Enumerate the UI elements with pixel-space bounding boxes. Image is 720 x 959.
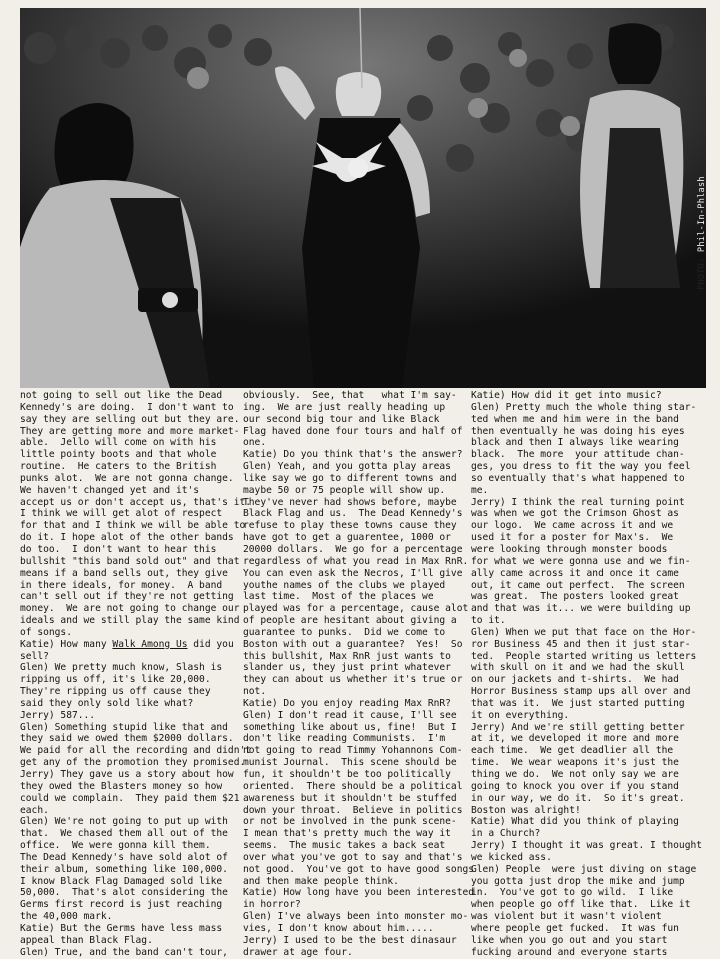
- text-line: ted. People started writing us letters: [471, 650, 697, 662]
- text-line: Katie) How long have you been interested: [243, 887, 475, 899]
- text-line: Boston was alright!: [471, 804, 581, 816]
- text-line: each time. We get deadlier all the: [471, 745, 674, 757]
- text-line: Jerry) They gave us a story about how: [20, 769, 234, 780]
- text-line: regardless of what you read in Max RnR.: [243, 555, 469, 567]
- text-line: drawer at age four.: [243, 946, 353, 958]
- text-line: Glen) People were just diving on stage: [471, 863, 697, 875]
- text-line: in there ideals, for money. A band: [20, 579, 223, 591]
- text-line: one.: [243, 437, 267, 449]
- text-line: office. We were gonna kill them.: [20, 840, 211, 852]
- text-line: vies, I don't know about him.....: [243, 922, 434, 934]
- text-line: Jerry) 587...: [20, 709, 96, 721]
- text-line: where people get fucked. It was fun: [471, 922, 679, 934]
- text-line: Katie) Do you enjoy reading Max RnR?: [243, 697, 451, 709]
- text-line: Katie) How many Walk Among Us did you: [20, 638, 234, 650]
- text-line: ted when me and him were in the band: [471, 413, 679, 425]
- text-line: Jerry) I used to be the best dinasaur: [243, 934, 457, 946]
- text-line: out, it came out perfect. The screen: [471, 579, 685, 591]
- text-line: that was it. We just started putting: [471, 697, 685, 709]
- text-line: me.: [471, 484, 489, 496]
- text-line: played was for a percentage, cause alot: [243, 603, 469, 615]
- text-line: awareness but it shouldn't be stuffed: [243, 792, 457, 804]
- text-line: ing. We are just really heading up: [243, 401, 446, 413]
- text-line: able. Jello will come on with his: [20, 437, 217, 449]
- text-line: on our jackets and t-shirts. We had: [471, 674, 679, 686]
- text-line: little pointy boots and that whole: [20, 449, 217, 461]
- text-line: Glen) We pretty much know, Slash is: [20, 662, 223, 674]
- text-line: Glen) I've always been into monster mo-: [243, 911, 469, 923]
- text-line: 20000 dollars. We go for a percentage: [243, 543, 463, 555]
- text-line: our second big tour and like Black: [243, 413, 440, 425]
- text-line: was violent but it wasn't violent: [471, 911, 662, 923]
- text-line: We paid for all the recording and didn't: [20, 745, 252, 757]
- text-line: not going to sell out like the Dead: [20, 390, 223, 401]
- text-line: at it, we developed it more and more: [471, 733, 679, 745]
- text-line: not.: [243, 686, 267, 698]
- text-line: not going to read Timmy Yohannons Com-: [243, 745, 463, 757]
- text-line: money. We are not going to change our: [20, 603, 240, 615]
- text-line: this bullshit, Max RnR just wants to: [243, 650, 451, 662]
- text-line: for what we were gonna use and we fin-: [471, 555, 691, 567]
- text-line: fun, it shouldn't be too politically: [243, 769, 451, 780]
- text-line: Glen) We're not going to put up with: [20, 816, 228, 828]
- text-line: down your throat. Believe in politics: [243, 804, 463, 816]
- album-title: Walk Among Us: [112, 638, 188, 650]
- text-line: it on everything.: [471, 709, 570, 721]
- text-line: in horror?: [243, 899, 301, 911]
- text-line: Katie) Do you think that's the answer?: [243, 449, 463, 461]
- text-line: like say we go to different towns and: [243, 472, 457, 484]
- text-line: We haven't changed yet and it's: [20, 484, 200, 496]
- text-line: appeal than Black Flag.: [20, 934, 153, 946]
- text-line: guarantee to punks. Did we come to: [243, 626, 446, 638]
- text-line: don't like reading Communists. I'm: [243, 733, 446, 745]
- text-line: Jerry) I thought it was great. I thought: [471, 840, 703, 852]
- text-line: of songs.: [20, 626, 72, 638]
- text-line: was great. The posters looked great: [471, 591, 679, 603]
- text-line: our logo. We came across it and we: [471, 520, 674, 532]
- text-line: means if a band sells out, they give: [20, 567, 228, 579]
- text-line: you gotta just drop the mike and jump: [471, 875, 685, 887]
- text-line: get any of the promotion they promised.: [20, 757, 246, 769]
- article-column-2: [243, 390, 475, 959]
- photo-credit-name: Phil-In-Phlash: [697, 176, 707, 253]
- text-line: each.: [20, 804, 49, 816]
- text-line: do it. I hope alot of the other bands: [20, 532, 234, 544]
- text-line: time. We wear weapons it's just the: [471, 757, 679, 769]
- text-line: Germs first record is just reaching: [20, 899, 223, 911]
- text-line: seems. The music takes a back seat: [243, 840, 446, 852]
- text-line: black and then I always like wearing: [471, 437, 679, 449]
- text-line: we kicked ass.: [471, 851, 552, 863]
- text-line: Flag haved done four tours and half of: [243, 425, 463, 437]
- text-line: they said we owed them $2000 dollars.: [20, 733, 234, 745]
- text-line: punks alot. We are not gonna change.: [20, 472, 234, 484]
- concert-photo-image: [20, 8, 706, 388]
- text-line: black. The more your attitude chan-: [471, 449, 685, 461]
- text-line: say they are selling out but they are.: [20, 413, 240, 425]
- text-line: used it for a poster for Max's. We: [471, 532, 674, 544]
- text-line: I mean that's pretty much the way it: [243, 828, 451, 840]
- text-line: something like about us, fine! But I: [243, 721, 457, 733]
- text-line: can't sell out if they're not getting: [20, 591, 234, 603]
- text-line: Glen) Something stupid like that and: [20, 721, 228, 733]
- text-line: Katie) But the Germs have less mass: [20, 922, 223, 934]
- text-line: They are getting more and more market-: [20, 425, 240, 437]
- text-line: then eventually he was doing his eyes: [471, 425, 685, 437]
- text-line: and then make people think.: [243, 875, 399, 887]
- text-line: ror Business 45 and then it just star-: [471, 638, 691, 650]
- text-line: munist Journal. This scene should be: [243, 757, 457, 769]
- text-line: have got to get a guarentee, 1000 or: [243, 532, 451, 544]
- text-line: ally came across it and once it came: [471, 567, 679, 579]
- text-line: I know Black Flag Damaged sold like: [20, 875, 223, 887]
- text-line: They're ripping us off cause they: [20, 686, 211, 698]
- text-line: bullshit "this band sold out" and that: [20, 555, 240, 567]
- text-line: youthe names of the clubs we played: [243, 579, 446, 591]
- text-line: they owed the Blasters money so how: [20, 780, 223, 792]
- text-line: in a Church?: [471, 828, 541, 840]
- text-line: Katie) What did you think of playing: [471, 816, 679, 828]
- text-line: You can even ask the Necros, I'll give: [243, 567, 463, 579]
- text-line: over what you've got to say and that's: [243, 851, 463, 863]
- text-line: in. You've got to go wild. I like: [471, 887, 674, 899]
- text-line: was when we got the Crimson Ghost as: [471, 508, 679, 520]
- text-line: fucking around and everyone starts: [471, 946, 668, 958]
- text-line: that. We chased them all out of the: [20, 828, 228, 840]
- text-line: routine. He caters to the British: [20, 461, 217, 473]
- text-line: or not be involved in the punk scene-: [243, 816, 457, 828]
- text-line: ripping us off, it's like 20,000.: [20, 674, 211, 686]
- text-line: Glen) True, and the band can't tour,: [20, 946, 228, 958]
- text-line: like when you go out and you start: [471, 934, 668, 946]
- text-line: Jerry) And we're still getting better: [471, 721, 685, 733]
- text-line: obviously. See, that what I'm say-: [243, 390, 457, 401]
- text-line: in our way, we do it. So it's great.: [471, 792, 685, 804]
- text-line: Glen) Pretty much the whole thing star-: [471, 401, 697, 413]
- text-line: ideals and we still play the same kind: [20, 615, 240, 627]
- text-line: slander us, they just print whatever: [243, 662, 451, 674]
- photo-credit: [697, 176, 707, 290]
- text-line: going to knock you over if you stand: [471, 780, 679, 792]
- text-line: Horror Business stamp ups all over and: [471, 686, 691, 698]
- concert-photo: [20, 8, 706, 388]
- text-line: when people go off like that. Like it: [471, 899, 691, 911]
- text-line: thing we do. We not only say we are: [471, 769, 679, 780]
- text-line: Jerry) I think the real turning point: [471, 496, 685, 508]
- text-line: The Dead Kennedy's have sold alot of: [20, 851, 228, 863]
- text-line: not good. You've got to have good songs: [243, 863, 475, 875]
- text-line: and that was it... we were building up: [471, 603, 691, 615]
- text-line: maybe 50 or 75 people will show up.: [243, 484, 446, 496]
- text-line: Black Flag and us. The Dead Kennedy's: [243, 508, 463, 520]
- text-line: Boston with out a guarantee? Yes! So: [243, 638, 463, 650]
- text-line: were looking through monster boods: [471, 543, 668, 555]
- text-line: Glen) When we put that face on the Hor-: [471, 626, 697, 638]
- text-line: of people are hesitant about giving a: [243, 615, 457, 627]
- article-column-3: [471, 390, 703, 959]
- text-line: I think we will get alot of respect: [20, 508, 223, 520]
- text-line: last time. Most of the places we: [243, 591, 434, 603]
- text-line: Glen) I don't read it cause, I'll see: [243, 709, 457, 721]
- text-line: their album, something like 100,000.: [20, 863, 228, 875]
- text-line: with skull on it and we had the skull: [471, 662, 685, 674]
- article-column-1: [20, 390, 252, 959]
- text-line: accept us or don't accept us, that's it.: [20, 496, 252, 508]
- text-line: 50,000. That's alot considering the: [20, 887, 228, 899]
- text-line: ges, you dress to fit the way you feel: [471, 461, 691, 473]
- text-line: they can about us whether it's true or: [243, 674, 463, 686]
- text-line: to it.: [471, 615, 506, 627]
- photo-credit-label: PHOTO:: [697, 257, 707, 290]
- text-line: sell?: [20, 650, 49, 662]
- text-line: so eventually that's what happened to: [471, 472, 685, 484]
- text-line: They've never had shows before, maybe: [243, 496, 457, 508]
- text-line: for that and I think we will be able to: [20, 520, 246, 532]
- text-line: Katie) How did it get into music?: [471, 390, 662, 401]
- text-line: refuse to play these towns cause they: [243, 520, 457, 532]
- text-line: Glen) Yeah, and you gotta play areas: [243, 461, 451, 473]
- text-line: the 40,000 mark.: [20, 911, 113, 923]
- text-line: oriented. There should be a political: [243, 780, 463, 792]
- text-line: Kennedy's are doing. I don't want to: [20, 401, 234, 413]
- text-line: could we complain. They paid them $21: [20, 792, 240, 804]
- text-line: said they only sold like what?: [20, 697, 194, 709]
- text-line: do too. I don't want to hear this: [20, 543, 217, 555]
